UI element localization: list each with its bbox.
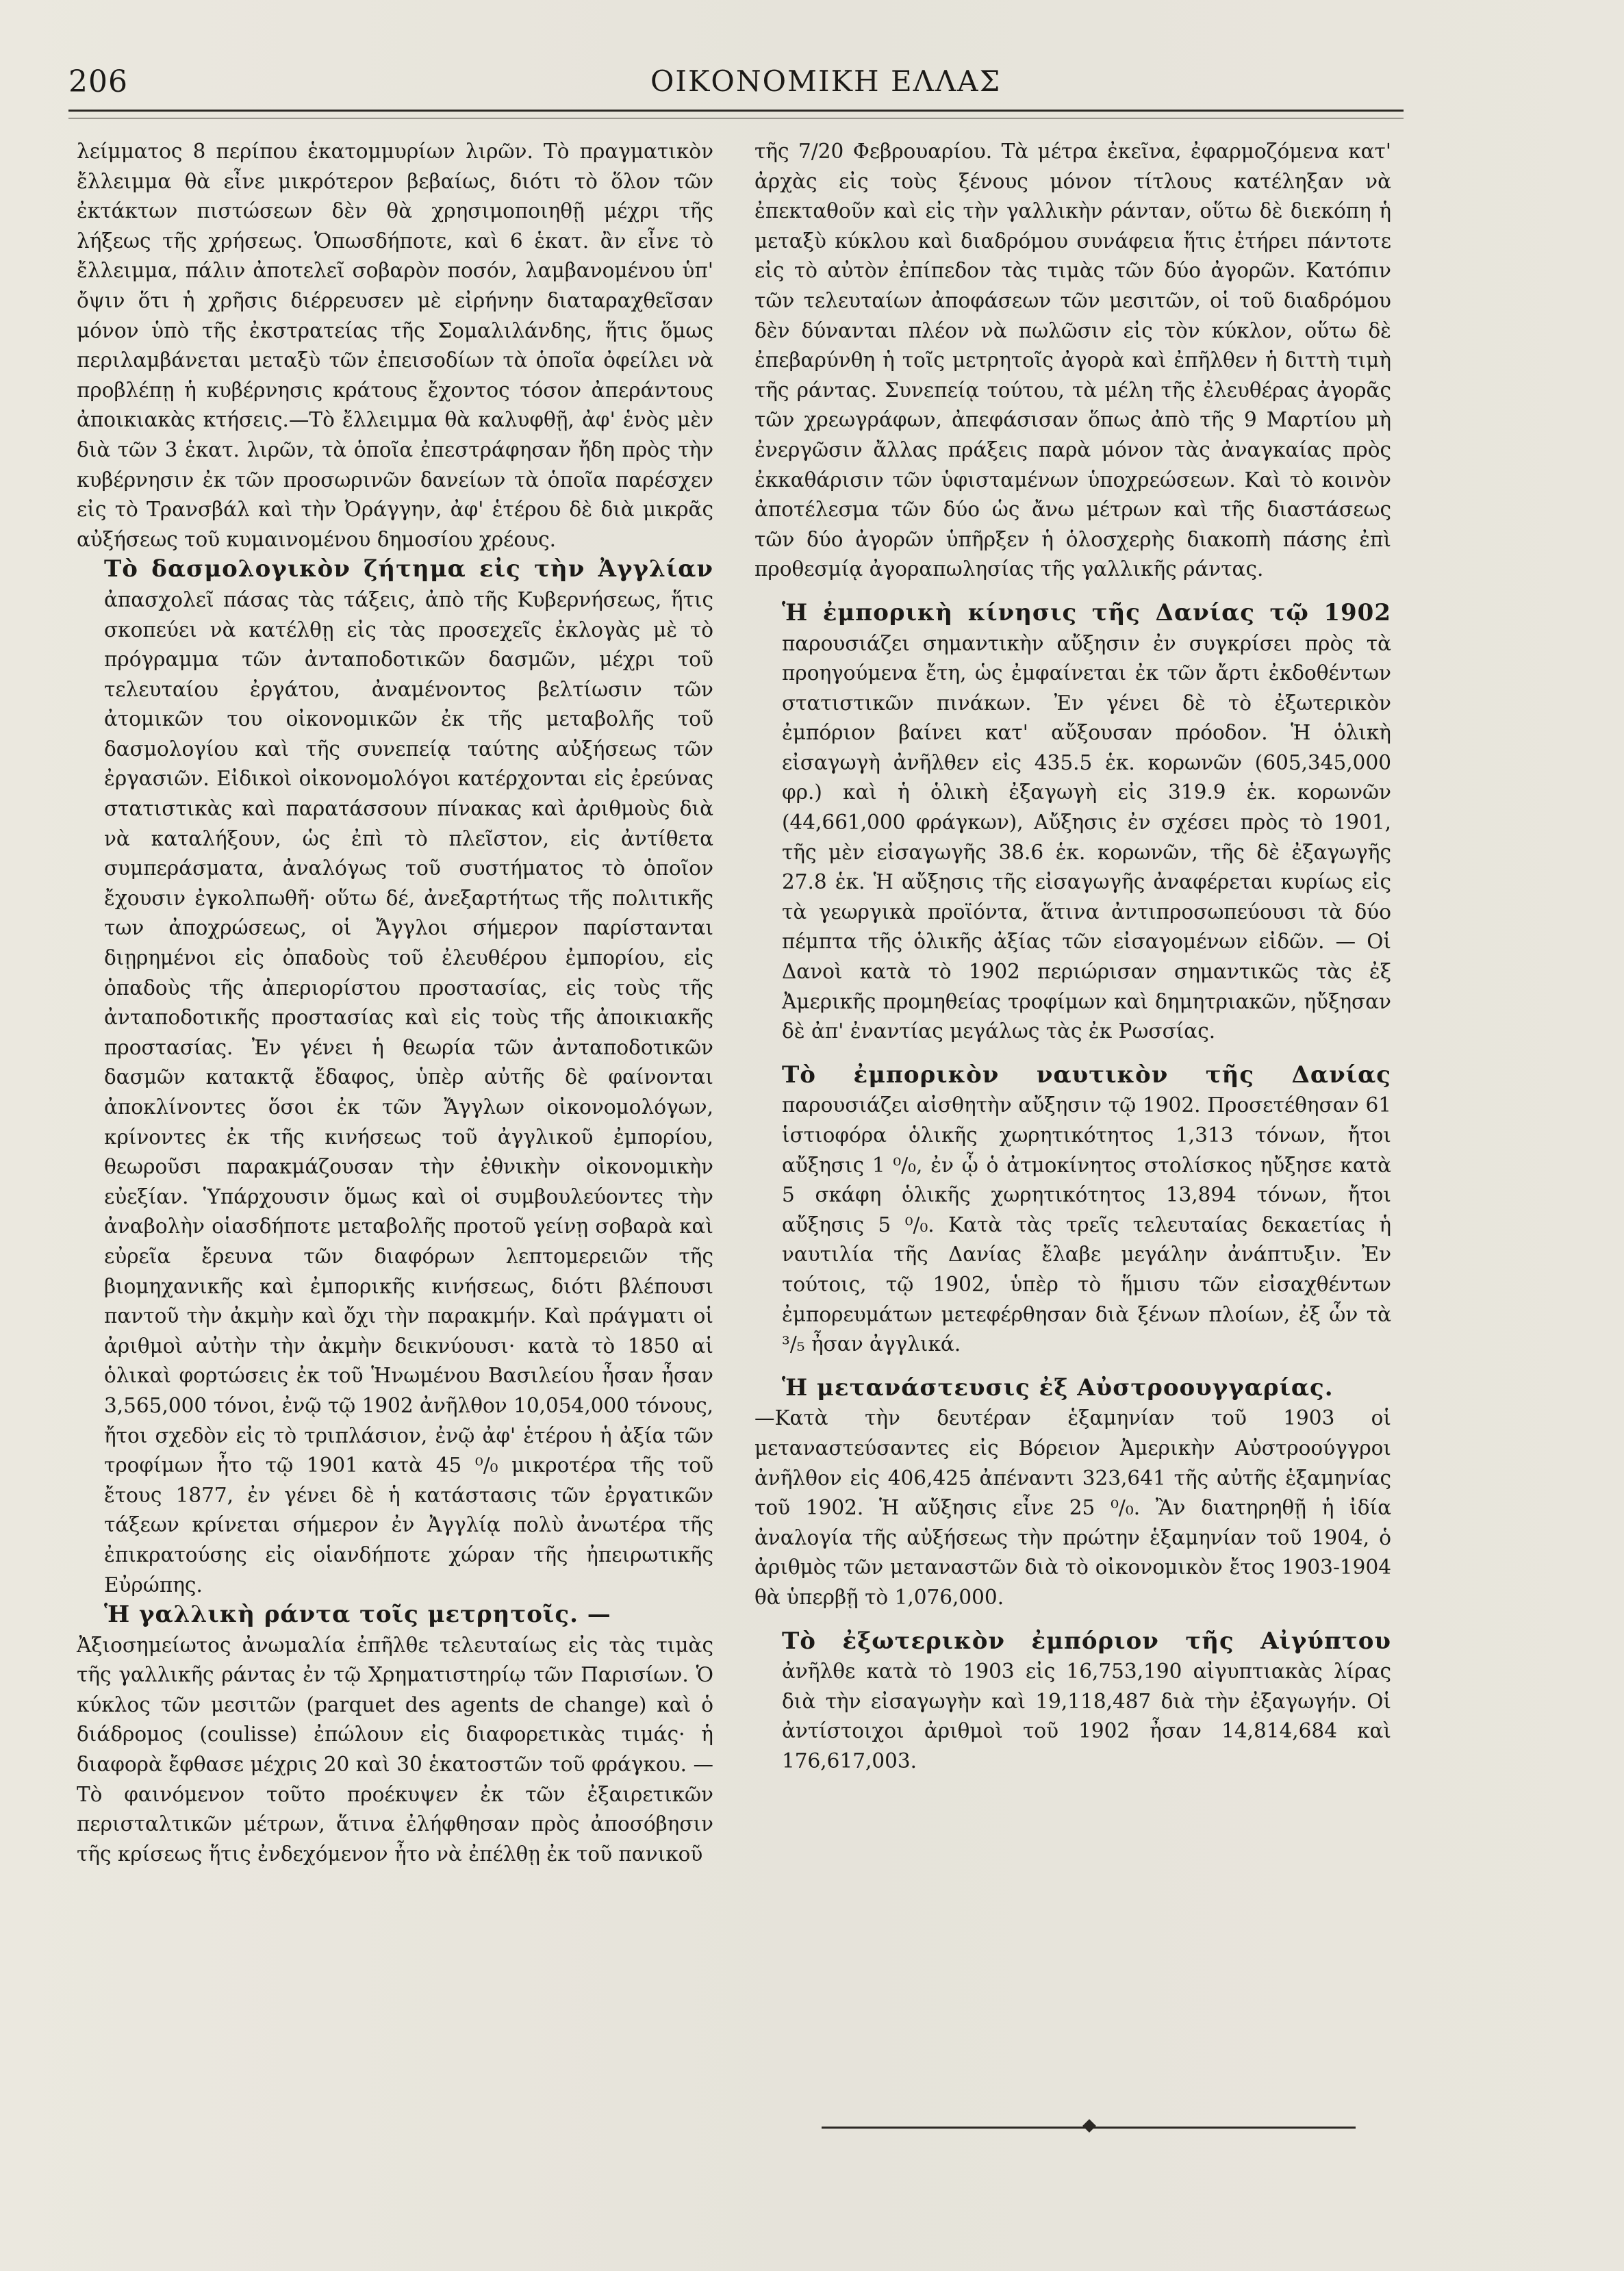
right-column — [754, 137, 1391, 1776]
section-body: ἀπασχολεῖ πάσας τὰς τάξεις, ἀπὸ τῆς Κυβερνήσεως, ἥτις σκοπεύει νὰ κατέλθῃ εἰς τὰς προσεχεῖς ἐκλογὰς μὲ τὸ πρόγραμμα τῶν ἀνταποδοτικῶν δασμῶν, μέχρι τοῦ τελευταίου ἐργάτου, ἀναμένοντος βελτίωσιν τῶν ἀτομικῶν του οἰκονομικῶν ἐκ τῆς μεταβολῆς τοῦ δασμολογίου καὶ τῆς συνεπείᾳ ταύτης αὐξήσεως τῶν ἐργασιῶν. Εἰδικοὶ οἰκονομολόγοι κατέρχονται εἰς ἐρεύνας στατιστικὰς καὶ παρατάσσουν πίνακας καὶ ἀριθμοὺς διὰ νὰ καταλήξουν, ὡς ἐπὶ τὸ πλεῖστον, εἰς ἀντίθετα συμπεράσματα, ἀναλόγως τοῦ συστήματος τὸ ὁποῖον ἔχουσιν ἐγκολπωθῆ· οὕτω δέ, ἀνεξαρτήτως τῆς πολιτικῆς των ἀποχρώσεως, οἱ Ἄγγλοι σήμερον παρίστανται διῃρημένοι εἰς ὀπαδοὺς τοῦ ἐλευθέρου ἐμπορίου, εἰς ὀπαδοὺς τῆς ἀπεριορίστου προστασίας, εἰς τοὺς τῆς ἀνταποδοτικῆς προστασίας καὶ εἰς τοὺς τῆς ἀποικιακῆς προστασίας. Ἐν γένει ἡ θεωρία τῶν ἀνταποδοτικῶν δασμῶν κατακτᾷ ἔδαφος, ὑπὲρ αὐτῆς δὲ φαίνονται ἀποκλίνοντες ὅσοι ἐκ τῶν Ἄγγλων οἰκονομολόγων, κρίνοντες ἐκ τῆς κινήσεως τοῦ ἀγγλικοῦ ἐμπορίου, θεωροῦσι παρακμάζουσαν τὴν ἐθνικὴν οἰκονομικὴν εὐεξίαν. Ὑπάρχουσιν ὅμως καὶ οἱ συμβουλεύοντες τὴν ἀναβολὴν οἱασδήποτε μεταβολῆς προτοῦ γείνῃ σοβαρὰ καὶ εὐρεῖα ἔρευνα τῶν διαφόρων λεπτομερειῶν τῆς βιομηχανικῆς καὶ ἐμπορικῆς κινήσεως, διότι βλέπουσι παντοῦ τὴν ἀκμὴν καὶ ὄχι τὴν παρακμήν. Καὶ πράγματι οἱ ἀριθμοὶ αὐτὴν τὴν ἀκμὴν δεικνύουσι· κατὰ τὸ 1850 αἱ ὁλικαὶ φορτώσεις ἐκ τοῦ Ἡνωμένου Βασιλείου ἦσαν ἦσαν 3,565,000 τόνοι, ἐνῷ τῷ 1902 ἀνῆλθον 10,054,000 τόνους, ἤτοι σχεδὸν εἰς τὸ τριπλάσιον, ἐνῷ ἀφ' ἑτέρου ἡ ἀξία τῶν τροφίμων ἦτο τῷ 1901 κατὰ 45 ⁰/₀ μικροτέρα τῆς τοῦ ἔτους 1877, ἐν γένει δὲ ἡ κατάστασις τῶν ἐργατικῶν τάξεων κρίνεται σήμερον ἐν Ἀγγλίᾳ πολὺ ἀνωτέρα τῆς ἐπικρατούσης εἰς οἱανδήποτε χώραν τῆς ἠπειρωτικῆς Εὐρώπης. — [104, 587, 713, 1597]
section-body: παρουσιάζει σημαντικὴν αὔξησιν ἐν συγκρίσει πρὸς τὰ προηγούμενα ἔτη, ὡς ἐμφαίνεται ἐκ τῶν ἄρτι ἐκδοθέντων στατιστικῶν πινάκων. Ἐν γένει δὲ τὸ ἐξωτερικὸν ἐμπόριον βαίνει κατ' αὔξουσαν πρόοδον. Ἡ ὁλικὴ εἰσαγωγὴ ἀνῆλθεν εἰς 435.5 ἑκ. κορωνῶν (605,345,000 φρ.) καὶ ἡ ὁλικὴ ἐξαγωγὴ εἰς 319.9 ἑκ. κορωνῶν (44,661,000 φράγκων), Αὔξησις ἐν σχέσει πρὸς τὸ 1901, τῆς μὲν εἰσαγωγῆς 38.6 ἑκ. κορωνῶν, τῆς δὲ ἐξαγωγῆς 27.8 ἑκ. Ἡ αὔξησις τῆς εἰσαγωγῆς ἀναφέρεται κυρίως εἰς τὰ γεωργικὰ προϊόντα, ἅτινα ἀντιπροσωπεύουσι τὰ δύο πέμπτα τῆς ὁλικῆς ἀξίας τῶν εἰσαγομένων εἰδῶν. — Οἱ Δανοὶ κατὰ τὸ 1902 περιώρισαν σημαντικῶς τὰς ἐξ Ἀμερικῆς προμηθείας τροφίμων καὶ δημητριακῶν, ηὔξησαν δὲ ἀπ' ἐναντίας μεγάλως τὰς ἐκ Ρωσσίας. — [782, 631, 1391, 1043]
page-header — [68, 60, 1404, 108]
section-heading: Τὸ ἐξωτερικὸν ἐμπόριον τῆς Αἰγύπτου — [782, 1627, 1391, 1655]
section-paragraph — [754, 1627, 1391, 1777]
section-body: ἀνῆλθε κατὰ τὸ 1903 εἰς 16,753,190 αἰγυπτιακὰς λίρας διὰ τὴν εἰσαγωγὴν καὶ 19,118,487 διὰ τὴν ἐξαγωγήν. Οἱ ἀντίστοιχοι ἀριθμοὶ τοῦ 1902 ἦσαν 14,814,684 καὶ 176,617,003. — [782, 1660, 1391, 1773]
left-column — [77, 137, 713, 1869]
section-heading-line — [754, 1373, 1391, 1404]
divider-diamond-icon — [1082, 2119, 1096, 2133]
running-title: ΟΙΚΟΝΟΜΙΚΗ ΕΛΛΑΣ — [650, 64, 1002, 98]
section-heading: Τὸ ἐμπορικὸν ναυτικὸν τῆς Δανίας — [782, 1061, 1391, 1089]
section-body: —Κατὰ τὴν δευτέραν ἑξαμηνίαν τοῦ 1903 οἱ μεταναστεύσαντες εἰς Βόρειον Ἀμερικὴν Αὐστροούγγροι ἀνῆλθον εἰς 406,425 ἀπέναντι 323,641 τῆς αὐτῆς ἑξαμηνίας τοῦ 1902. Ἡ αὔξησις εἶνε 25 ⁰/₀. Ἂν διατηρηθῇ ἡ ἰδία ἀναλογία τῆς αὐξήσεως τὴν πρώτην ἑξαμηνίαν τοῦ 1904, ὁ ἀριθμὸς τῶν μεταναστῶν διὰ τὸ οἰκονομικὸν ἔτος 1903-1904 θὰ ὑπερβῇ τὸ 1,076,000. — [754, 1406, 1391, 1609]
section-paragraph — [754, 1061, 1391, 1360]
header-rule — [68, 110, 1404, 112]
section-heading: Ἡ γαλλικὴ ράντα τοῖς μετρητοῖς. — — [104, 1601, 611, 1629]
section-body: Ἀξιοσημείωτος ἀνωμαλία ἐπῆλθε τελευταίως εἰς τὰς τιμὰς τῆς γαλλικῆς ράντας ἐν τῷ Χρηματιστηρίῳ τῶν Παρισίων. Ὁ κύκλος τῶν μεσιτῶν (parquet des agents de change) καὶ ὁ διάδρομος (coulisse) ἐπώλουν εἰς διαφορετικὰς τιμάς· ἡ διαφορὰ ἔφθασε μέχρις 20 καὶ 30 ἑκατοστῶν τοῦ φράγκου. —Τὸ φαινόμενον τοῦτο προέκυψεν ἐκ τῶν ἐξαιρετικῶν περισταλτικῶν μέτρων, ἅτινα ἐλήφθησαν πρὸς ἀποσόβησιν τῆς κρίσεως ἥτις ἐνδεχόμενον ἦτο νὰ ἐπέλθῃ ἐκ τοῦ πανικοῦ — [77, 1633, 713, 1866]
page-number: 206 — [68, 64, 128, 99]
section-paragraph — [77, 555, 713, 1600]
section-heading-line — [77, 1600, 713, 1631]
section-heading: Ἡ ἐμπορικὴ κίνησις τῆς Δανίας τῷ 1902 — [782, 598, 1391, 626]
paragraph: λείμματος 8 περίπου ἑκατομμυρίων λιρῶν. Τὸ πραγματικὸν ἔλλειμμα θὰ εἶνε μικρότερον βεβαίως, διότι τὸ ὅλον τῶν ἐκτάκτων πιστώσεων δὲν θὰ χρησιμοποιηθῇ μέχρι τῆς λήξεως τῆς χρήσεως. Ὁπωσδήποτε, καὶ 6 ἑκατ. ἂν εἶνε τὸ ἔλλειμμα, πάλιν ἀποτελεῖ σοβαρὸν ποσόν, λαμβανομένου ὑπ' ὄψιν ὅτι ἡ χρῆσις διέρρευσεν μὲ εἰρήνην διαταραχθεῖσαν μόνον ὑπὸ τῆς ἐκστρατείας τῆς Σομαλιλάνδης, ἥτις ὅμως περιλαμβάνεται μεταξὺ τῶν ἐπεισοδίων τὰ ὁποῖα ὀφείλει νὰ προβλέπῃ ἡ κυβέρνησις κράτους ἔχοντος τόσον ἀπεράντους ἀποικιακὰς κτήσεις.—Τὸ ἔλλειμμα θὰ καλυφθῇ, ἀφ' ἑνὸς μὲν διὰ τῶν 3 ἑκατ. λιρῶν, τὰ ὁποῖα ἐπεστράφησαν ἤδη πρὸς τὴν κυβέρνησιν ἐκ τῶν προσωρινῶν δανείων τὰ ὁποῖα παρέσχεν εἰς τὸ Τρανσβάλ καὶ τὴν Ὀράγγην, ἀφ' ἑτέρου δὲ διὰ μικρᾶς αὐξήσεως τοῦ κυμαινομένου δημοσίου χρέους. — [77, 140, 713, 551]
section-heading: Τὸ δασμολογικὸν ζήτημα εἰς τὴν Ἀγγλίαν — [104, 555, 713, 583]
section-paragraph — [754, 598, 1391, 1047]
section-heading: Ἡ μετανάστευσις ἐξ Αὐστροουγγαρίας. — [782, 1373, 1334, 1401]
section-body: παρουσιάζει αἰσθητὴν αὔξησιν τῷ 1902. Προσετέθησαν 61 ἱστιοφόρα ὁλικῆς χωρητικότητος 1,313 τόνων, ἤτοι αὔξησις 1 ⁰/₀, ἐν ᾧ ὁ ἀτμοκίνητος στολίσκος ηὔξησε κατὰ 5 σκάφη ὁλικῆς χωρητικότητος 13,894 τόνων, ἤτοι αὔξησις 5 ⁰/₀. Κατὰ τὰς τρεῖς τελευταίας δεκαετίας ἡ ναυτιλία τῆς Δανίας ἔλαβε μεγάλην ἀνάπτυξιν. Ἐν τούτοις, τῷ 1902, ὑπὲρ τὸ ἥμισυ τῶν εἰσαχθέντων ἐμπορευμάτων μετεφέρθησαν διὰ ξένων πλοίων, ἐξ ὧν τὰ ³/₅ ἦσαν ἀγγλικά. — [782, 1093, 1391, 1356]
paragraph: τῆς 7/20 Φεβρουαρίου. Τὰ μέτρα ἐκεῖνα, ἐφαρμοζόμενα κατ' ἀρχὰς εἰς τοὺς ξένους μόνον τίτλους κατέληξαν νὰ ἐπεκταθοῦν καὶ εἰς τὴν γαλλικὴν ράνταν, οὕτω δὲ διεκόπη ἡ μεταξὺ κύκλου καὶ διαδρόμου συνάφεια ἥτις ἐτήρει πάντοτε εἰς τὸ αὐτὸν ἐπίπεδον τὰς τιμὰς τῶν δύο ἀγορῶν. Κατόπιν τῶν τελευταίων ἀποφάσεων τῶν μεσιτῶν, οἱ τοῦ διαδρόμου δὲν δύνανται πλέον νὰ πωλῶσιν εἰς τὸν κύκλον, οὕτω δὲ ἐπεβαρύνθη ἡ τοῖς μετρητοῖς ἀγορὰ καὶ ἐπῆλθεν ἡ διττὴ τιμὴ τῆς ράντας. Συνεπείᾳ τούτου, τὰ μέλη τῆς ἐλευθέρας ἀγορᾶς τῶν χρεωγράφων, ἀπεφάσισαν ὅπως ἀπὸ τῆς 9 Μαρτίου μὴ ἐνεργῶσιν ἄλλας πράξεις παρὰ μόνον τὰς ἀναγκαίας πρὸς ἐκκαθάρισιν τῶν ὑφισταμένων ὑποχρεώσεων. Καὶ τὸ κοινὸν ἀποτέλεσμα τῶν δύο ὡς ἄνω μέτρων καὶ τῆς διαστάσεως τῶν δύο ἀγορῶν ὑπῆρξεν ἡ ὁλοσχερὴς διακοπὴ πάσης ἐπὶ προθεσμίᾳ ἀγοραπωλησίας τῆς γαλλικῆς ράντας. — [754, 140, 1391, 581]
